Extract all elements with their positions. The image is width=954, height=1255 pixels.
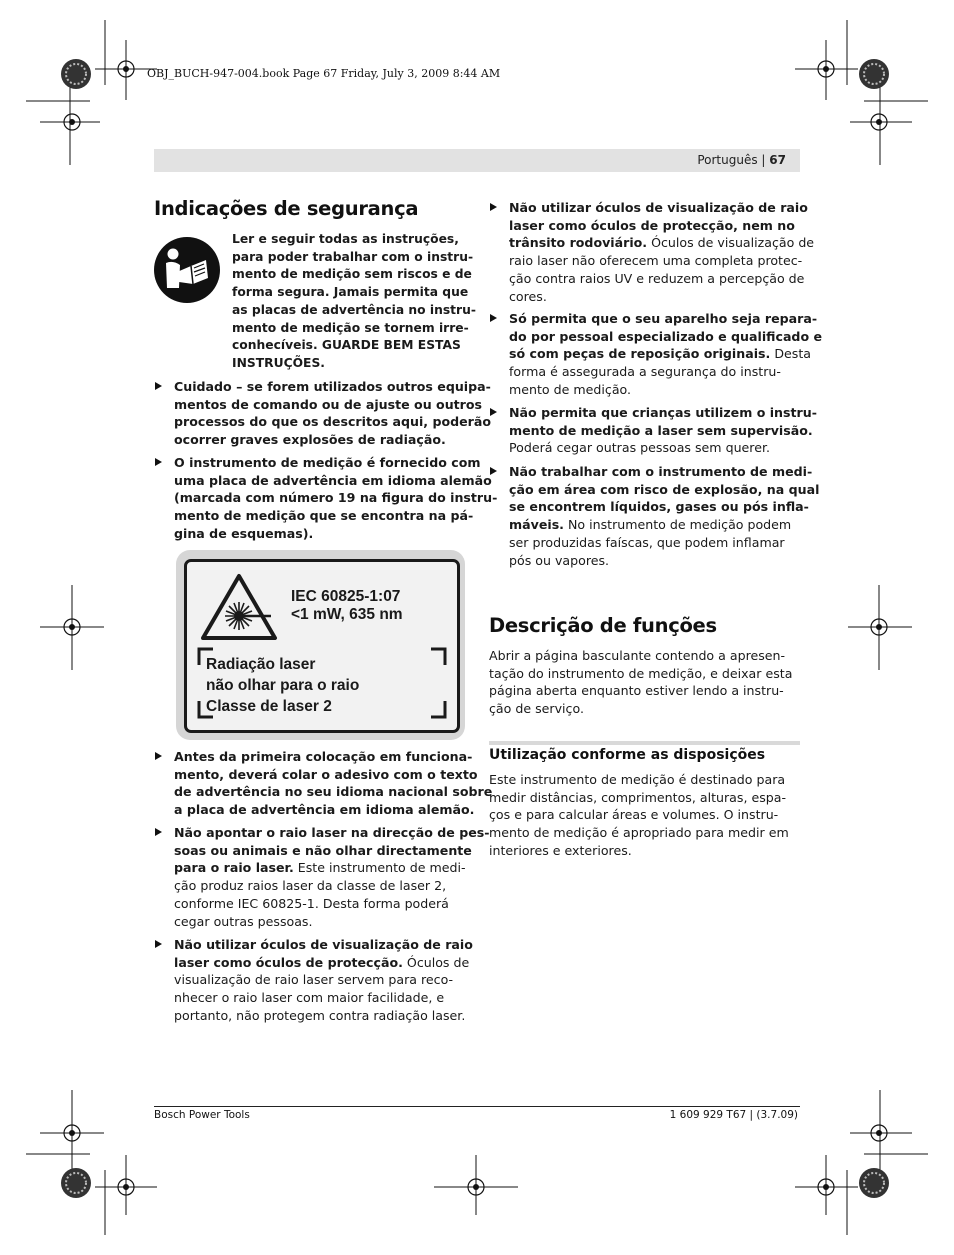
bullet-line: do por pessoal especializado e qualificado e [509, 328, 823, 344]
bullet-line: uma placa de advertência em idioma alemão [174, 472, 492, 488]
bullet-line: nhecer o raio laser com maior facilidade, e [174, 990, 445, 1006]
bullet-line: processos do que os descritos aqui, poderão [174, 414, 492, 430]
bullet-line: ção contra raios UV e reduzem a percepção de [509, 270, 805, 286]
bullet-line: portanto, não protegem contra radiação laser. [174, 1007, 466, 1023]
bullet-line: cores. [509, 288, 547, 304]
bullet-line: ção produz raios laser da classe de laser 2, [174, 878, 447, 894]
bullet-line: soas ou animais e não olhar directamente [174, 842, 472, 858]
bullet-line: visualização de raio laser servem para reco- [174, 972, 454, 988]
footer-brand: Bosch Power Tools [154, 1109, 250, 1121]
bullet-line: ser produzidas faíscas, que podem inflamar [509, 534, 785, 550]
bullet-normal-fragment: Óculos de [402, 954, 470, 970]
bullet-line: mento de medição. [509, 381, 632, 397]
bullet-line: mentos de comando ou de ajuste ou outros [174, 396, 483, 412]
intro-line: mento de medição sem riscos e de [232, 267, 472, 282]
intro-line: mento de medição se tornem irre- [232, 320, 469, 335]
label-iec-text [291, 588, 403, 624]
bullet-triangle-icon [155, 828, 162, 836]
bullet-line: laser como óculos de protecção, nem no [509, 217, 795, 233]
label-plate [184, 559, 460, 733]
safety-heading: Indicações de segurança [154, 197, 419, 220]
bullet-line: forma é assegurada a segurança do instru- [509, 364, 781, 380]
use-line: Este instrumento de medição é destinado para [489, 772, 786, 787]
intro-line: conhecíveis. GUARDE BEM ESTAS [232, 338, 461, 353]
use-line: ços e para calcular áreas e volumes. O instru- [489, 807, 779, 823]
bullet-normal-fragment: Óculos de visualização de [647, 235, 815, 251]
bullet-line: Não trabalhar com o instrumento de medi- [509, 464, 813, 479]
desc-line: ção de serviço. [489, 701, 584, 717]
bullet-line: se encontrem líquidos, gases ou pós infla- [509, 499, 809, 515]
bullet-normal-fragment: Desta [770, 346, 811, 362]
read-manual-icon [153, 236, 221, 304]
bullet-line: a placa de advertência em idioma alemão. [174, 802, 475, 818]
functions-description [489, 647, 809, 718]
use-line: mento de medição é apropriado para medir em [489, 825, 789, 841]
bullet-line: mento, deverá colar o adesivo com o texto [174, 766, 478, 782]
subheading-rule [489, 741, 800, 745]
intro-line: as placas de advertência no instru- [232, 302, 476, 317]
use-line: interiores e exteriores. [489, 842, 632, 858]
bullet-triangle-icon [155, 752, 162, 760]
bullet-triangle-icon [490, 203, 497, 211]
bullet-line: Cuidado – se forem utilizados outros equipa- [174, 379, 491, 394]
bullet-triangle-icon [155, 940, 162, 948]
bullet-triangle-icon [490, 408, 497, 416]
label-iec-line: <1 mW, 635 nm [291, 606, 403, 623]
intended-use-text [489, 771, 809, 860]
bullet-line: Não utilizar óculos de visualização de raio [509, 200, 808, 215]
bullet-line: pós ou vapores. [509, 552, 610, 568]
bullet-bold-fragment: máveis. [509, 517, 564, 533]
intro-line: INSTRUÇÕES. [232, 355, 325, 370]
intro-line: para poder trabalhar com o instru- [232, 249, 474, 264]
intro-line: Ler e seguir todas as instruções, [232, 232, 459, 246]
bullet-bold-fragment: trânsito rodoviário. [509, 235, 648, 251]
intended-use-heading: Utilização conforme as disposições [489, 747, 766, 763]
label-warn-line: Classe de laser 2 [206, 698, 332, 715]
bullet-normal-fragment: Este instrumento de medi- [293, 860, 466, 876]
bullet-line: Só permita que o seu aparelho seja repara- [509, 311, 818, 326]
functions-heading: Descrição de funções [489, 614, 717, 637]
desc-line: página aberta enquanto estiver lendo a instru- [489, 683, 784, 699]
footer-rule [154, 1106, 800, 1107]
bullet-line: conforme IEC 60825-1. Desta forma poderá [174, 895, 449, 911]
laser-hazard-icon [199, 572, 279, 642]
bullet-line: de advertência no seu idioma nacional sobre [174, 784, 493, 800]
bullet-bold-fragment: para o raio laser. [174, 860, 294, 876]
bullet-line: mento de medição que se encontra na pá- [174, 508, 474, 524]
bullet-triangle-icon [490, 467, 497, 475]
bullet-triangle-icon [490, 314, 497, 322]
separator: | [761, 153, 766, 167]
bullet-line: Poderá cegar outras pessoas sem querer. [509, 440, 770, 456]
bullet-line: Não apontar o raio laser na direcção de pes- [174, 825, 490, 840]
bullet-bold-fragment: só com peças de reposição originais. [509, 346, 771, 362]
page-number: 67 [769, 153, 786, 167]
bullet-bold-fragment: laser como óculos de protecção. [174, 954, 403, 970]
bullet-line: Não permita que crianças utilizem o instru- [509, 405, 817, 420]
bullet-line: Não utilizar óculos de visualização de raio [174, 937, 473, 952]
language-name: Português [697, 153, 758, 167]
bullet-line: Antes da primeira colocação em funciona- [174, 749, 473, 764]
bullet-line: (marcada com número 19 na figura do instru- [174, 490, 498, 506]
label-iec-line: IEC 60825-1:07 [291, 588, 401, 605]
footer-doc-number: 1 609 929 T67 | (3.7.09) [669, 1109, 798, 1121]
bullet-line: gina de esquemas). [174, 525, 314, 541]
bullet-line: ção em área com risco de explosão, na qual [509, 481, 820, 497]
bullet-triangle-icon [155, 458, 162, 466]
language-bar [154, 149, 800, 172]
laser-warning-label [176, 550, 465, 740]
safety-intro [232, 231, 476, 373]
desc-line: Abrir a página basculante contendo a apresen- [489, 648, 786, 663]
label-warning-text [206, 654, 359, 717]
bullet-triangle-icon [155, 382, 162, 390]
label-warn-line: não olhar para o raio [206, 677, 360, 694]
desc-line: tação do instrumento de medição, e deixar esta [489, 665, 793, 681]
use-line: medir distâncias, comprimentos, alturas, espa- [489, 789, 787, 805]
bullet-line: raio laser não oferecem uma completa protec- [509, 253, 803, 269]
language-page-label [697, 153, 786, 167]
bullet-normal-fragment: No instrumento de medição podem [563, 517, 792, 533]
bullet-line: mento de medição a laser sem supervisão. [509, 422, 813, 438]
print-header: OBJ_BUCH-947-004.book Page 67 Friday, July 3, 2009 8:44 AM [147, 67, 501, 80]
label-warn-line: Radiação laser [206, 656, 316, 673]
bullet-line: cegar outras pessoas. [174, 913, 313, 929]
bullet-line: O instrumento de medição é fornecido com [174, 455, 481, 470]
intro-line: forma segura. Jamais permita que [232, 285, 469, 300]
bullet-line: ocorrer graves explosões de radiação. [174, 432, 446, 448]
